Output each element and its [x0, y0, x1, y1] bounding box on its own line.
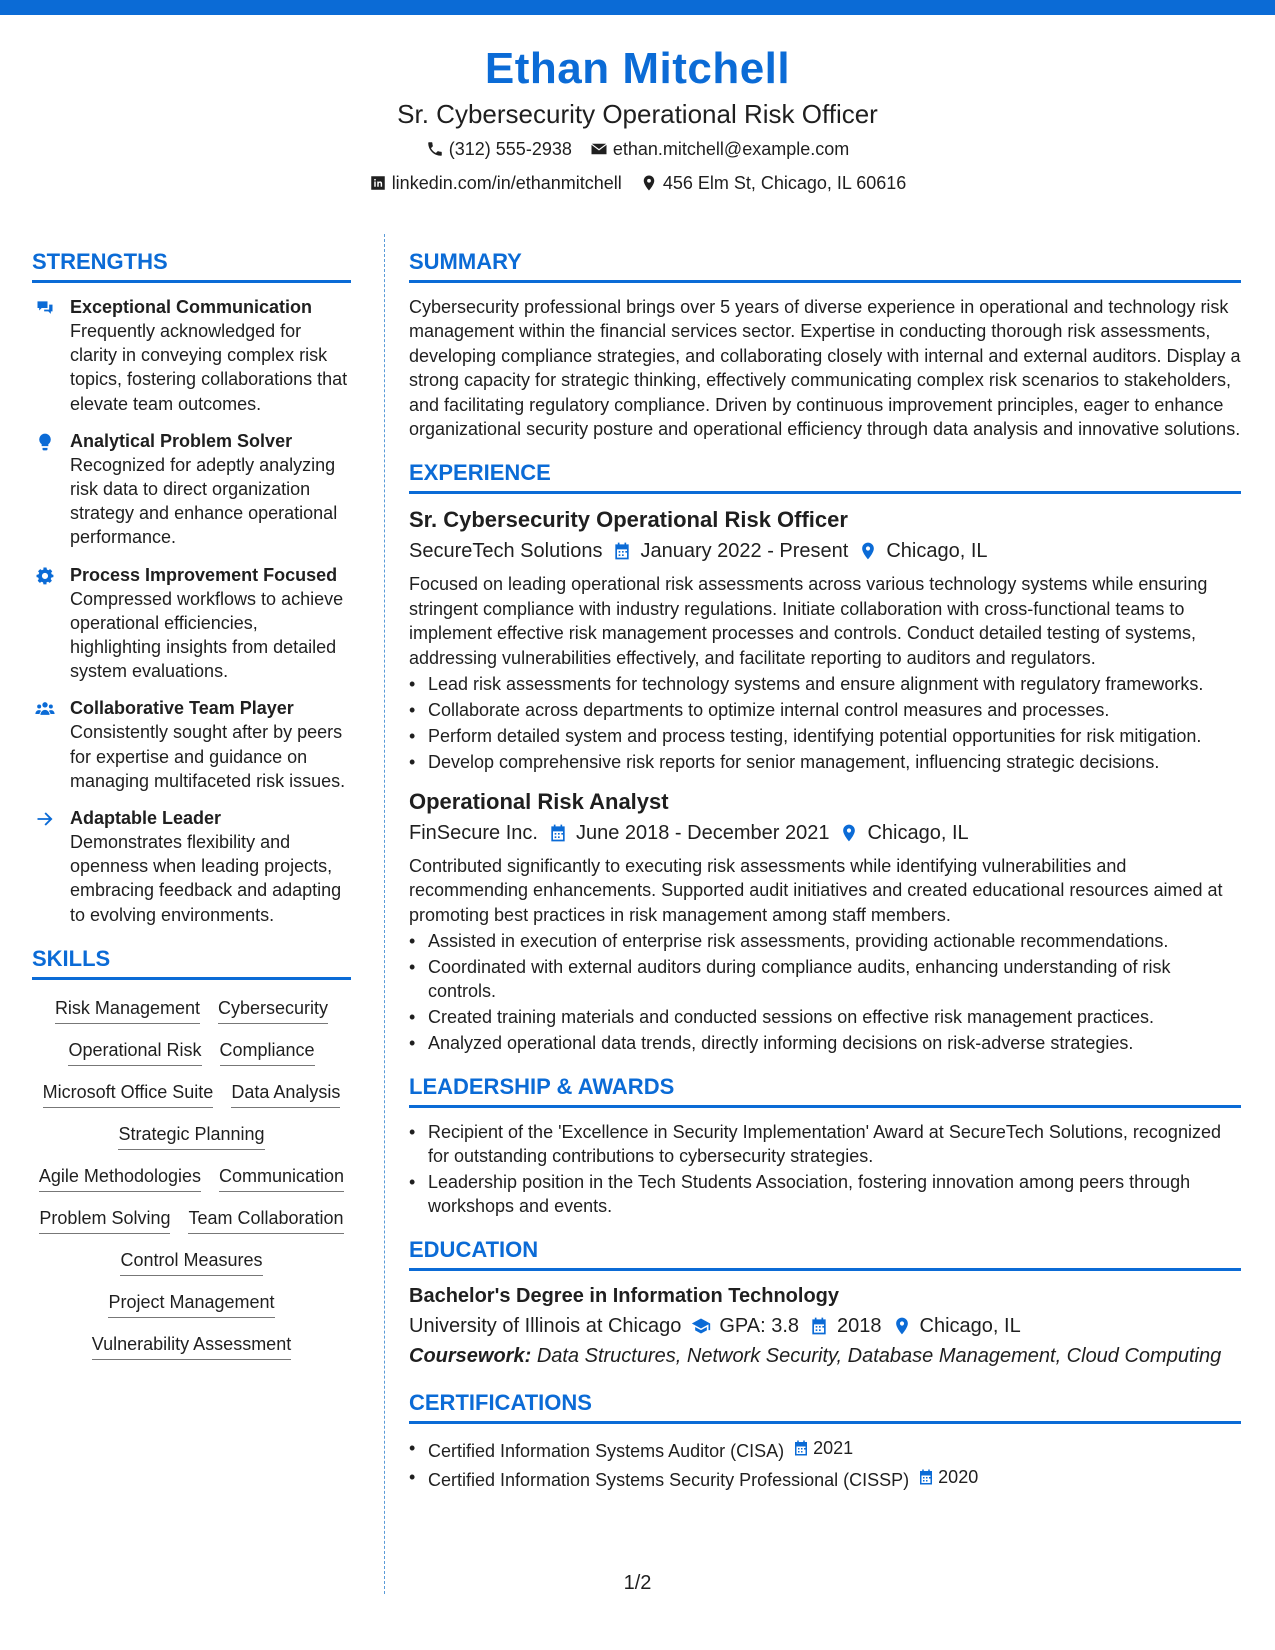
job-entry — [409, 506, 1241, 774]
education-location: Chicago, IL — [919, 1315, 1021, 1338]
email-link[interactable]: ethan.mitchell@example.com — [612, 139, 850, 159]
job-bullet: • Collaborate across departments to optimize internal control measures and processes. — [409, 698, 1241, 722]
lightbulb-icon — [35, 432, 55, 452]
education-year: 2018 — [837, 1315, 882, 1338]
strength-icon-wrap — [32, 295, 58, 416]
certification-item — [409, 1465, 1241, 1492]
skill-tag: Control Measures — [120, 1248, 262, 1276]
job-bullet: • Develop comprehensive risk reports for senior management, influencing strategic decisions. — [409, 750, 1241, 774]
calendar-icon — [548, 823, 568, 843]
job-bullet: • Coordinated with external auditors during compliance audits, enhancing understanding of risk controls. — [409, 955, 1241, 1003]
page-number: 1/2 — [623, 1572, 652, 1594]
phone-icon — [426, 140, 444, 158]
skills-list — [32, 996, 351, 1360]
education-gpa: GPA: 3.8 — [719, 1315, 800, 1338]
job-dates-piece — [612, 536, 848, 566]
strength-icon-wrap — [32, 429, 58, 550]
job-location: Chicago, IL — [867, 822, 969, 845]
job-bullet: • Assisted in execution of enterprise risk assessments, providing actionable recommendations. — [409, 929, 1241, 953]
skill-tag: Data Analysis — [231, 1080, 340, 1108]
map-pin-icon — [858, 541, 878, 561]
skills-heading: SKILLS — [32, 945, 351, 980]
education-location-piece — [892, 1311, 1021, 1341]
skill-tag: Strategic Planning — [118, 1122, 264, 1150]
skill-tag: Microsoft Office Suite — [43, 1080, 214, 1108]
column-divider — [384, 234, 385, 1594]
strength-item — [32, 563, 351, 684]
job-location: Chicago, IL — [886, 540, 988, 563]
left-column — [32, 248, 351, 1360]
candidate-name: Ethan Mitchell — [484, 44, 791, 93]
job-description: Focused on leading operational risk assessments across various technology systems while ensuring stringent compliance with industry regulations. Initiate collaboration with cross-functional teams to implement effective risk management processes and controls. Conduct detailed testing of systems, addressing vulnerabilities effectively, and facilitate reporting to auditors and regulators. — [409, 574, 1208, 668]
strength-item — [32, 295, 351, 416]
skill-tag: Team Collaboration — [188, 1206, 343, 1234]
strength-desc: Compressed workflows to achieve operational efficiencies, highlighting insights from detailed system evaluations. — [70, 588, 344, 682]
skill-tag: Vulnerability Assessment — [92, 1332, 291, 1360]
strength-body — [70, 696, 351, 793]
job-location-piece — [858, 536, 987, 566]
certification-name: Certified Information Systems Security Professional (CISSP) — [428, 1470, 910, 1491]
job-entry — [409, 788, 1241, 1055]
education-year-piece — [809, 1311, 882, 1341]
gear-icon — [35, 566, 55, 586]
strength-title: Adaptable Leader — [70, 808, 222, 829]
graduation-cap-icon — [691, 1316, 711, 1336]
linkedin-contact[interactable] — [369, 168, 622, 198]
job-bullet: • Lead risk assessments for technology systems and ensure alignment with regulatory frameworks. — [409, 672, 1241, 696]
education-heading: EDUCATION — [409, 1236, 1241, 1271]
strength-item — [32, 806, 351, 927]
education-meta — [409, 1311, 1241, 1341]
skill-tag: Risk Management — [55, 996, 200, 1024]
job-bullet: • Created training materials and conducted sessions on effective risk management practices. — [409, 1005, 1241, 1029]
jobs-list — [409, 506, 1241, 1055]
certification-year: 2020 — [938, 1467, 979, 1488]
job-bullets — [409, 672, 1241, 774]
calendar-icon — [612, 541, 632, 561]
strength-item — [32, 696, 351, 793]
calendar-icon — [809, 1316, 829, 1336]
strength-item — [32, 429, 351, 550]
job-bullet: • Perform detailed system and process testing, identifying potential opportunities for risk mitigation. — [409, 724, 1241, 748]
strength-body — [70, 563, 351, 684]
education-school: University of Illinois at Chicago — [409, 1315, 682, 1338]
strength-icon-wrap — [32, 696, 58, 793]
strength-title: Exceptional Communication — [70, 297, 313, 317]
experience-heading: EXPERIENCE — [409, 459, 1241, 494]
job-description: Contributed significantly to executing risk assessments while identifying vulnerabilities and recommending enhancements. Supported audit initiatives and created educational resources aimed at promoting best practices in risk management among staff members. — [409, 856, 1223, 925]
leadership-list — [409, 1120, 1241, 1218]
certification-item — [409, 1436, 1241, 1463]
job-title: Sr. Cybersecurity Operational Risk Officer — [409, 507, 848, 533]
education-gpa-piece — [691, 1311, 799, 1341]
job-dates-piece — [548, 818, 830, 848]
strengths-list — [32, 295, 351, 927]
certification-year-piece — [917, 1465, 978, 1489]
job-meta — [409, 818, 1241, 848]
leadership-item: • Recipient of the 'Excellence in Security Implementation' Award at SecureTech Solutions, recognized for outstanding contributions to cybersecurity strategies. — [409, 1120, 1241, 1168]
summary-heading: SUMMARY — [409, 248, 1241, 283]
strength-icon-wrap — [32, 806, 58, 927]
skill-tag: Cybersecurity — [218, 996, 328, 1024]
certifications-list — [409, 1436, 1241, 1492]
strength-icon-wrap — [32, 563, 58, 684]
strength-desc: Demonstrates flexibility and openness when leading projects, embracing feedback and adapting to evolving environments. — [70, 832, 342, 925]
skill-tag: Communication — [219, 1164, 344, 1192]
strength-title: Analytical Problem Solver — [70, 430, 293, 451]
strength-desc: Consistently sought after by peers for expertise and guidance on managing multifaceted risk issues. — [70, 722, 346, 791]
address-text: 456 Elm St, Chicago, IL 60616 — [662, 173, 907, 193]
skill-tag: Agile Methodologies — [39, 1164, 201, 1192]
top-accent-bar — [0, 0, 1275, 15]
job-meta — [409, 536, 1241, 566]
certification-year: 2021 — [813, 1438, 854, 1459]
certifications-heading: CERTIFICATIONS — [409, 1389, 1241, 1424]
email-contact[interactable] — [590, 134, 849, 164]
strength-desc: Recognized for adeptly analyzing risk data to direct organization strategy and enhance operational performance. — [70, 454, 338, 548]
skill-tag: Compliance — [220, 1038, 315, 1066]
job-company: SecureTech Solutions — [409, 540, 603, 563]
envelope-icon — [590, 140, 608, 158]
job-company: FinSecure Inc. — [409, 822, 538, 845]
phone-contact — [426, 134, 572, 164]
summary-text: Cybersecurity professional brings over 5 years of diverse experience in operational and technology risk management within the financial services sector. Expertise in conducting thorough risk assessments, developing compliance strategies, and collaborating closely with internal and external auditors. Display a strong capacity for strategic thinking, effectively communicating complex risk scenarios to stakeholders, and facilitating regulatory compliance. Driven by continuous improvement principles, eager to enhance organizational security posture and operational efficiency through data analysis and innovative solutions. — [409, 297, 1241, 440]
coursework-label: Coursework: — [409, 1345, 532, 1368]
skill-tag: Operational Risk — [68, 1038, 201, 1066]
resume-header — [0, 42, 1275, 198]
strength-body — [70, 429, 351, 550]
strength-body — [70, 806, 351, 927]
contact-row-2 — [0, 168, 1275, 198]
education-degree: Bachelor's Degree in Information Technology — [409, 1285, 840, 1308]
certification-name: Certified Information Systems Auditor (CISA) — [428, 1441, 785, 1462]
arrow-right-icon — [35, 809, 55, 829]
job-bullets — [409, 929, 1241, 1055]
calendar-icon — [917, 1468, 935, 1486]
job-dates: January 2022 - Present — [640, 540, 849, 563]
strength-title: Process Improvement Focused — [70, 564, 338, 585]
certification-year-piece — [792, 1436, 853, 1460]
candidate-title: Sr. Cybersecurity Operational Risk Officer — [397, 99, 878, 129]
leadership-heading: LEADERSHIP & AWARDS — [409, 1073, 1241, 1108]
linkedin-icon — [369, 174, 387, 192]
chat-icon — [35, 298, 55, 318]
linkedin-link[interactable]: linkedin.com/in/ethanmitchell — [391, 173, 622, 193]
contact-row-1 — [0, 134, 1275, 164]
right-column — [409, 248, 1241, 1494]
map-pin-icon — [892, 1316, 912, 1336]
job-title: Operational Risk Analyst — [409, 789, 669, 815]
address-contact — [640, 168, 906, 198]
skill-tag: Problem Solving — [39, 1206, 170, 1234]
leadership-item: • Leadership position in the Tech Students Association, fostering innovation among peers through workshops and events. — [409, 1170, 1241, 1218]
strengths-heading: STRENGTHS — [32, 248, 351, 283]
job-bullet: • Analyzed operational data trends, directly informing decisions on risk-adverse strategies. — [409, 1031, 1241, 1055]
users-icon — [35, 699, 55, 719]
strength-desc: Frequently acknowledged for clarity in conveying complex risk topics, fostering collaborations that elevate team outcomes. — [70, 321, 348, 414]
job-dates: June 2018 - December 2021 — [575, 822, 830, 845]
map-pin-icon — [839, 823, 859, 843]
phone-text: (312) 555-2938 — [448, 139, 572, 159]
education-coursework — [409, 1341, 1241, 1371]
skill-tag: Project Management — [108, 1290, 274, 1318]
strength-body — [70, 295, 351, 416]
calendar-icon — [792, 1439, 810, 1457]
coursework-list: Data Structures, Network Security, Database Management, Cloud Computing — [536, 1345, 1222, 1368]
strength-title: Collaborative Team Player — [70, 698, 294, 719]
job-location-piece — [839, 818, 968, 848]
map-pin-icon — [640, 174, 658, 192]
